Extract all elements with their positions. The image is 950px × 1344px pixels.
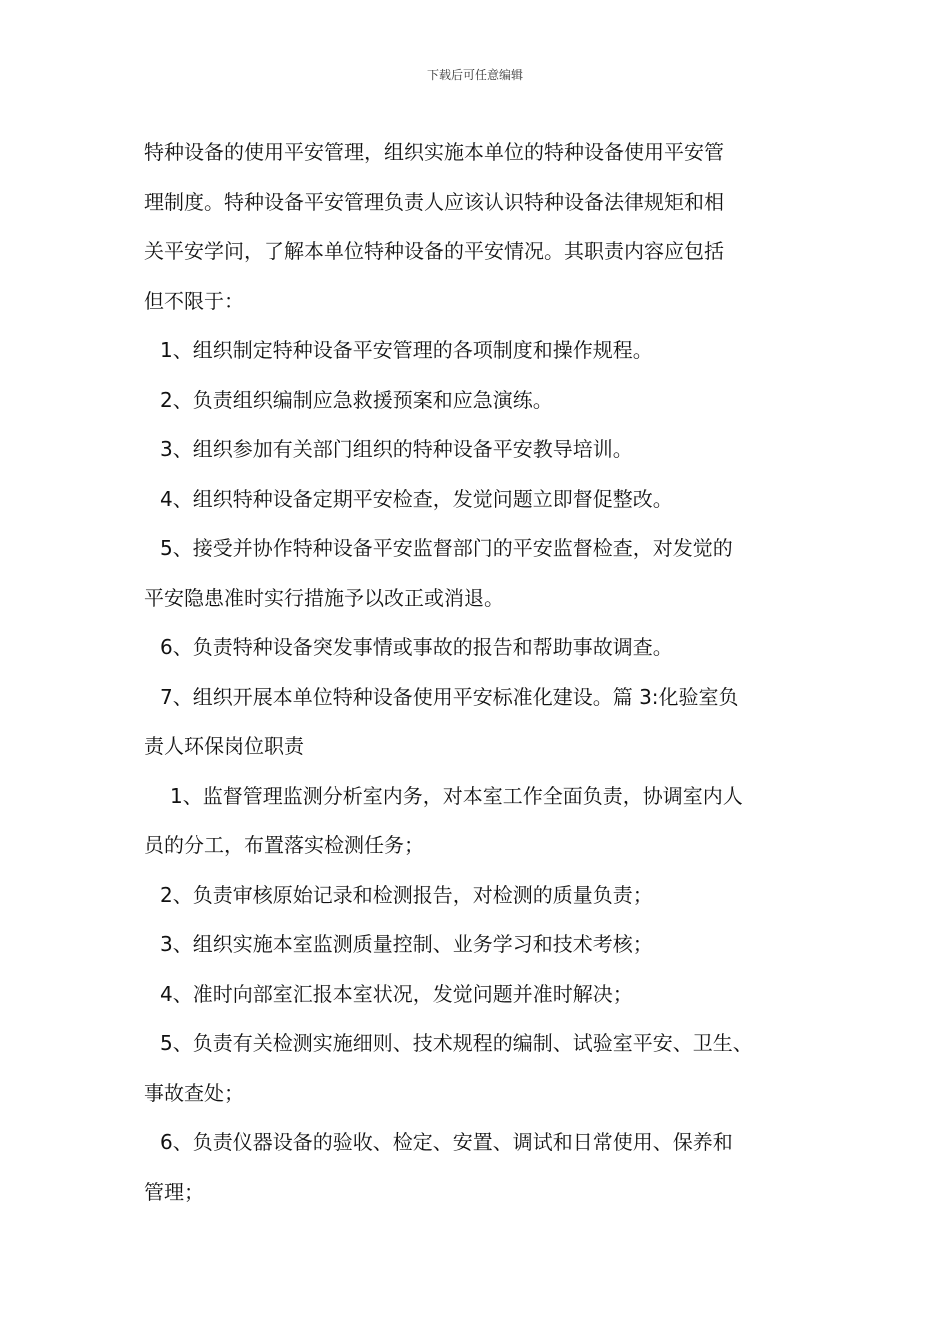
text-line: 3、组织实施本室监测质量控制、业务学习和技术考核；: [160, 932, 653, 956]
text-line: 事故查处；: [144, 1080, 244, 1105]
text-line: 5、接受并协作特种设备平安监督部门的平安监督检查，对发觉的: [160, 536, 733, 560]
text-line: 理制度。特种设备平安管理负责人应该认识特种设备法律规矩和相: [144, 189, 724, 214]
text-line: 4、组织特种设备定期平安检查，发觉问题立即督促整改。: [160, 486, 673, 511]
text-line: 但不限于：: [144, 288, 244, 313]
text-line: 特种设备的使用平安管理，组织实施本单位的特种设备使用平安管: [144, 140, 724, 164]
text-line: 1、组织制定特种设备平安管理的各项制度和操作规程。: [160, 338, 653, 362]
text-line: 责人环保岗位职责: [144, 734, 304, 758]
text-line: 员的分工，布置落实检测任务；: [144, 833, 424, 857]
text-line: 6、负责特种设备突发事情或事故的报告和帮助事故调查。: [160, 635, 673, 659]
text-line: 4、准时向部室汇报本室状况，发觉问题并准时解决；: [160, 981, 633, 1006]
document-body: [144, 128, 824, 1217]
text-line: 6、负责仪器设备的验收、检定、安置、调试和日常使用、保养和: [160, 1130, 733, 1154]
text-line: 1、监督管理监测分析室内务，对本室工作全面负责，协调室内人: [170, 783, 743, 808]
text-line: 关平安学问，了解本单位特种设备的平安情况。其职责内容应包括: [144, 239, 724, 263]
text-line: 3、组织参加有关部门组织的特种设备平安教导培训。: [160, 437, 633, 461]
text-line: 2、负责组织编制应急救援预案和应急演练。: [160, 387, 553, 412]
text-line: 2、负责审核原始记录和检测报告，对检测的质量负责；: [160, 882, 653, 907]
text-line: 7、组织开展本单位特种设备使用平安标准化建设。篇 3:化验室负: [160, 684, 739, 709]
text-line: 5、负责有关检测实施细则、技术规程的编制、试验室平安、卫生、: [160, 1031, 753, 1055]
text-line: 管理；: [144, 1179, 204, 1204]
text-line: 平安隐患准时实行措施予以改正或消退。: [144, 585, 504, 610]
page-header: 下载后可任意编辑: [426, 68, 523, 82]
